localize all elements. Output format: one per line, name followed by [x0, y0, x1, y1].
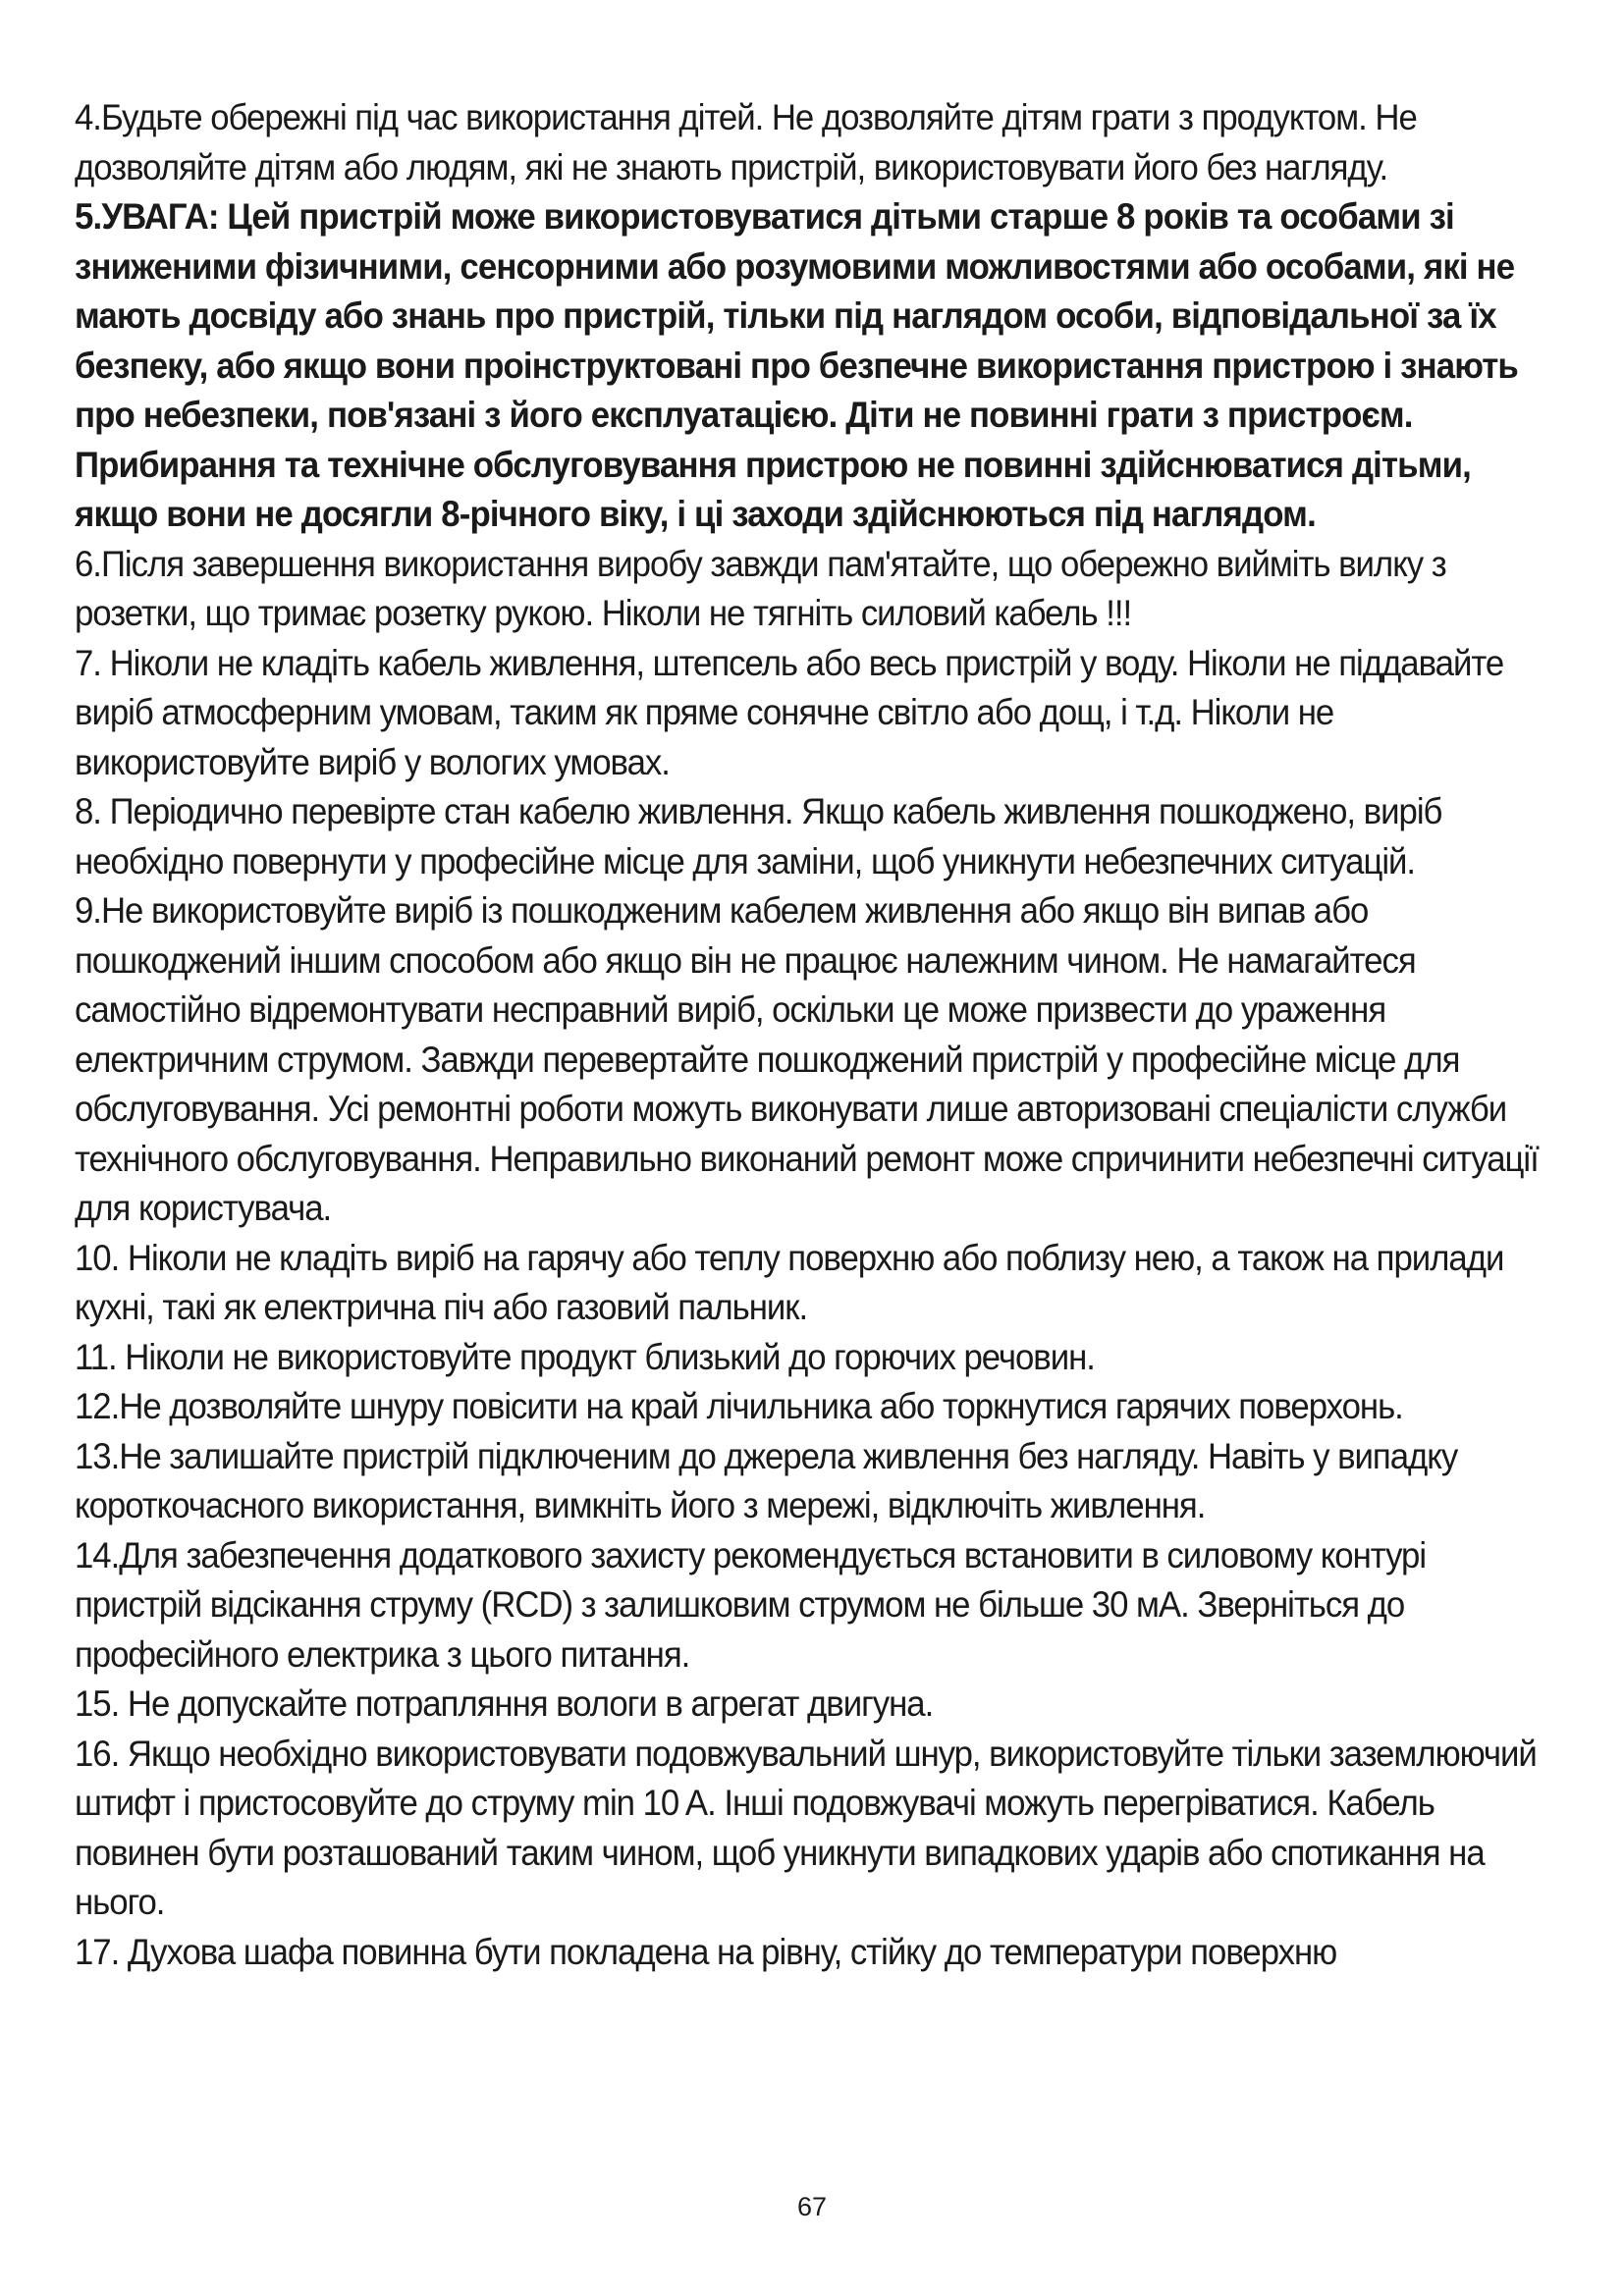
paragraph-12: 12.Не дозволяйте шнуру повісити на край лічильника або торкнутися гарячих поверхонь. [75, 1386, 1403, 1426]
page-number: 67 [796, 2192, 828, 2221]
paragraph-6: 6.Після завершення використання виробу завжди пам'ятайте, що обережно вийміть вилку з розетки, що тримає розетку рукою. Ніколи не тягніть силовий кабель !!! [75, 543, 1446, 633]
document-body [75, 93, 1547, 1977]
paragraph-10: 10. Ніколи не кладіть виріб на гарячу або теплу поверхню або поблизу нею, а також на прилади кухні, такі як електрична піч або газовий пальник. [75, 1237, 1504, 1327]
paragraph-14: 14.Для забезпечення додаткового захисту рекомендується встановити в силовому контурі пристрій відсікання струму (RCD) з залишковим струмом не більше 30 мА. Зверніться до професійного електрика з цього питання. [75, 1534, 1427, 1675]
paragraph-15: 15. Не допускайте потрапляння вологи в агрегат двигуна. [75, 1683, 934, 1724]
paragraph-11: 11. Ніколи не використовуйте продукт близький до горючих речовин. [75, 1336, 1095, 1377]
paragraph-5-warning: 5.УВАГА: Цей пристрій може використовуватися дітьми старше 8 років та особами зі зниженими фізичними, сенсорними або розумовими можливостями або особами, які не мають досвіду або знань про пристрій, тільки під наглядом особи, відповідальної за їх безпеку, або якщо вони проінструктовані про безпечне використання пристрою і знають про небезпеки, пов'язані з його експлуатацією. Діти не повинні грати з пристроєм. Прибирання та технічне обслуговування пристрою не повинні здійснюватися дітьми, якщо вони не досягли 8-річного віку, і ці заходи здійснюються під наглядом. [75, 196, 1518, 534]
paragraph-8: 8. Періодично перевірте стан кабелю живлення. Якщо кабель живлення пошкоджено, виріб необхідно повернути у професійне місце для заміни, щоб уникнути небезпечних ситуацій. [75, 791, 1442, 881]
paragraph-17: 17. Духова шафа повинна бути покладена на рівну, стійку до температури поверхню [75, 1931, 1337, 1972]
paragraph-4: 4.Будьте обережні під час використання дітей. Не дозволяйте дітям грати з продуктом. Не дозволяйте дітям або людям, які не знають пристрій, використовувати його без нагляду. [75, 97, 1417, 187]
paragraph-16: 16. Якщо необхідно використовувати подовжувальний шнур, використовуйте тільки заземлюючий штифт і пристосовуйте до струму min 10 A. Інші подовжувачі можуть перегріватися. Кабель повинен бути розташований таким чином, щоб уникнути випадкових ударів або спотикання на нього. [75, 1733, 1537, 1922]
paragraph-9: 9.Не використовуйте виріб із пошкодженим кабелем живлення або якщо він випав або пошкоджений іншим способом або якщо він не працює належним чином. Не намагайтеся самостійно відремонтувати несправний виріб, оскільки це може призвести до ураження електричним струмом. Завжди перевертайте пошкоджений пристрій у професійне місце для обслуговування. Усі ремонтні роботи можуть виконувати лише авторизовані спеціалісти служби технічного обслуговування. Неправильно виконаний ремонт може спричинити небезпечні ситуації для користувача. [75, 890, 1539, 1228]
paragraph-7: 7. Ніколи не кладіть кабель живлення, штепсель або весь пристрій у воду. Ніколи не піддавайте виріб атмосферним умовам, таким як пряме сонячне світло або дощ, і т.д. Ніколи не використовуйте виріб у вологих умовах. [75, 642, 1504, 782]
paragraph-13: 13.Не залишайте пристрій підключеним до джерела живлення без нагляду. Навіть у випадку короткочасного використання, вимкніть його з мережі, відключіть живлення. [75, 1435, 1458, 1525]
